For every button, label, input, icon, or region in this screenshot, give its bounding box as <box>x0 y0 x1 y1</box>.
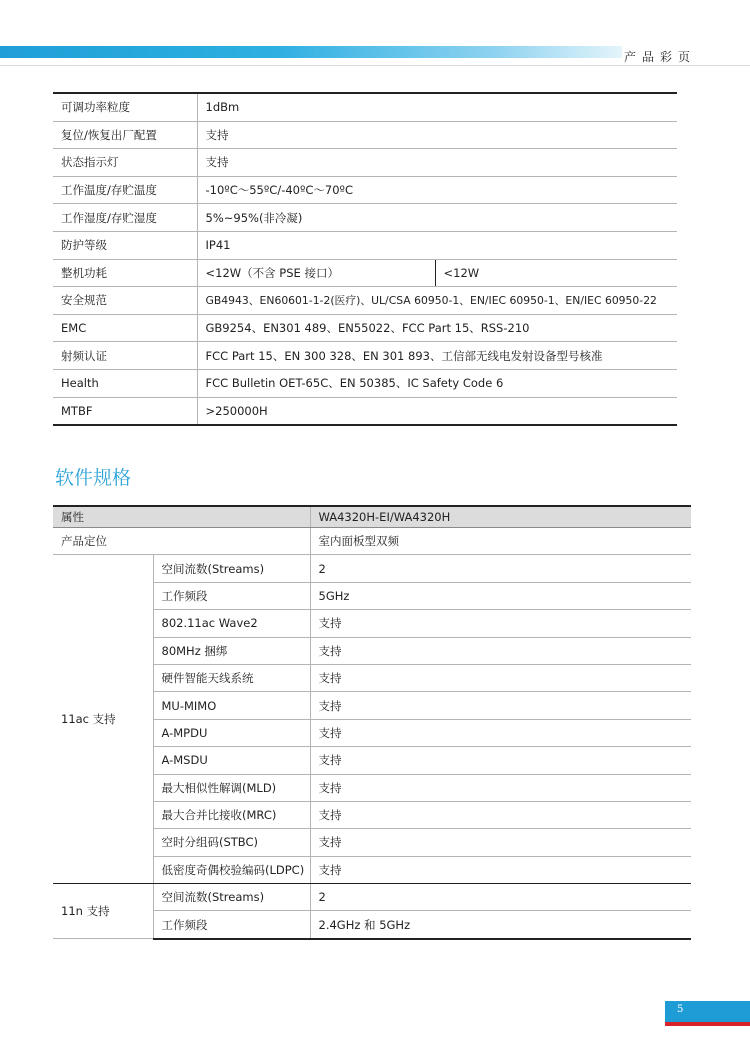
spec-value: -10ºC～55ºC/-40ºC～70ºC <box>197 176 677 204</box>
spec-attribute: 最大相似性解调(MLD) <box>153 774 310 801</box>
page-number-accent-bar <box>665 1022 750 1026</box>
spec-attribute: 空时分组码(STBC) <box>153 829 310 856</box>
spec-label: 防护等级 <box>53 231 197 259</box>
spec-label: MTBF <box>53 397 197 425</box>
column-header-attribute: 属性 <box>53 506 310 528</box>
spec-value: >250000H <box>197 397 677 425</box>
spec-attribute: 硬件智能天线系统 <box>153 664 310 691</box>
spec-value: 2.4GHz 和 5GHz <box>310 911 691 939</box>
spec-label: 工作湿度/存贮湿度 <box>53 204 197 232</box>
spec-attribute: A-MSDU <box>153 747 310 774</box>
table-header-row <box>53 506 691 528</box>
spec-attribute: 80MHz 捆绑 <box>153 637 310 664</box>
spec-value: 2 <box>310 555 691 582</box>
table-row <box>53 287 677 315</box>
spec-value: IP41 <box>197 231 677 259</box>
spec-value: 支持 <box>310 719 691 746</box>
spec-value: FCC Part 15、EN 300 328、EN 301 893、工信部无线电发射设备型号核准 <box>197 342 677 370</box>
spec-value-alt: <12W <box>435 259 677 287</box>
hardware-spec-table <box>53 92 677 426</box>
spec-attribute: 最大合并比接收(MRC) <box>153 801 310 828</box>
spec-value: 支持 <box>197 149 677 177</box>
spec-label: Health <box>53 369 197 397</box>
spec-label: 安全规范 <box>53 287 197 315</box>
spec-value: FCC Bulletin OET-65C、EN 50385、IC Safety Code 6 <box>197 369 677 397</box>
spec-value: 支持 <box>310 664 691 691</box>
software-spec-table <box>53 505 691 940</box>
spec-label: 工作温度/存贮温度 <box>53 176 197 204</box>
spec-value: 室内面板型双频 <box>310 528 691 555</box>
spec-value: 支持 <box>310 692 691 719</box>
spec-attribute: 空间流数(Streams) <box>153 884 310 911</box>
spec-value: 支持 <box>310 774 691 801</box>
spec-label: 整机功耗 <box>53 259 197 287</box>
spec-attribute: 工作频段 <box>153 911 310 939</box>
group-label-11n: 11n 支持 <box>53 884 153 939</box>
spec-attribute: MU-MIMO <box>153 692 310 719</box>
column-header-model: WA4320H-EI/WA4320H <box>310 506 691 528</box>
table-row <box>53 204 677 232</box>
spec-value: 支持 <box>310 747 691 774</box>
spec-value: GB9254、EN301 489、EN55022、FCC Part 15、RSS-210 <box>197 314 677 342</box>
spec-value: 支持 <box>310 801 691 828</box>
table-row <box>53 93 677 121</box>
spec-attribute: 802.11ac Wave2 <box>153 610 310 637</box>
table-row <box>53 176 677 204</box>
group-label-11ac: 11ac 支持 <box>53 555 153 884</box>
spec-value: 1dBm <box>197 93 677 121</box>
spec-attribute: A-MPDU <box>153 719 310 746</box>
spec-value: 支持 <box>310 856 691 883</box>
table-row <box>53 149 677 177</box>
header-gradient-bar <box>0 46 622 58</box>
table-row <box>53 121 677 149</box>
spec-label: 复位/恢复出厂配置 <box>53 121 197 149</box>
spec-value: 支持 <box>310 637 691 664</box>
table-row <box>53 369 677 397</box>
spec-label: 可调功率粒度 <box>53 93 197 121</box>
spec-value: <12W（不含 PSE 接口） <box>197 259 435 287</box>
spec-value: 5GHz <box>310 582 691 609</box>
table-row <box>53 528 691 555</box>
spec-value: 5%~95%(非冷凝) <box>197 204 677 232</box>
spec-value: 支持 <box>310 829 691 856</box>
table-row <box>53 555 691 582</box>
page-number: 5 <box>677 1004 684 1015</box>
spec-label: 射频认证 <box>53 342 197 370</box>
spec-value: 支持 <box>197 121 677 149</box>
spec-attribute: 空间流数(Streams) <box>153 555 310 582</box>
spec-attribute: 低密度奇偶校验编码(LDPC) <box>153 856 310 883</box>
header-divider <box>0 65 750 66</box>
spec-attribute: 工作频段 <box>153 582 310 609</box>
table-row <box>53 259 677 287</box>
spec-label: 状态指示灯 <box>53 149 197 177</box>
table-row <box>53 342 677 370</box>
table-row <box>53 884 691 911</box>
spec-value: 2 <box>310 884 691 911</box>
table-row <box>53 314 677 342</box>
spec-value: GB4943、EN60601-1-2(医疗)、UL/CSA 60950-1、EN/IEC 60950-1、EN/IEC 60950-22 <box>197 287 677 315</box>
table-row <box>53 231 677 259</box>
spec-value: 支持 <box>310 610 691 637</box>
page-header-title: 产品彩页 <box>624 50 697 64</box>
spec-label: 产品定位 <box>53 528 310 555</box>
section-title-software: 软件规格 <box>55 467 132 489</box>
spec-label: EMC <box>53 314 197 342</box>
table-row <box>53 397 677 425</box>
